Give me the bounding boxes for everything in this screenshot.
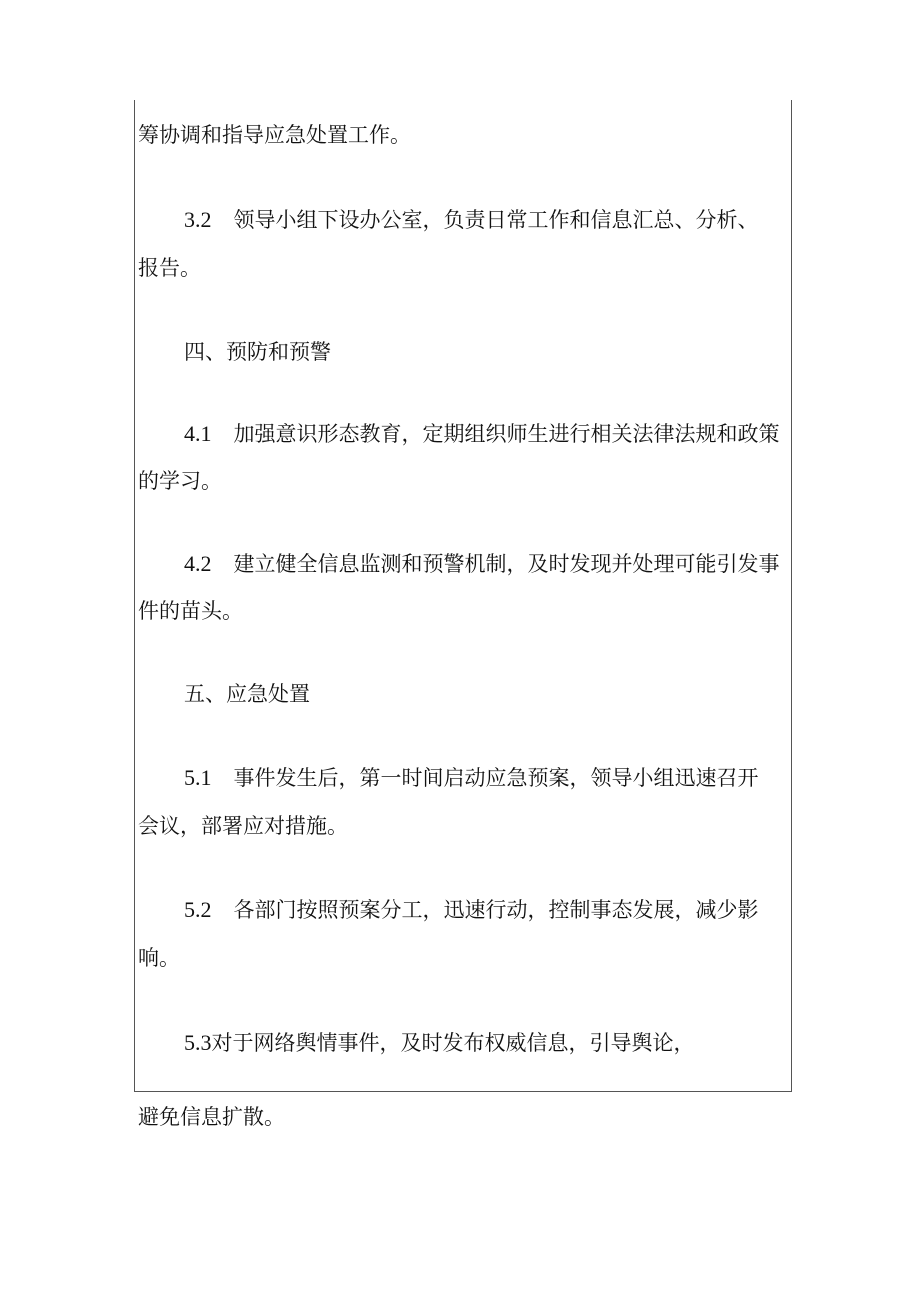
section-4-1	[184, 420, 780, 448]
section-5-2	[184, 896, 759, 924]
line-text: 会议，部署应对措施。	[138, 814, 348, 838]
section-number: 4.2	[184, 551, 212, 576]
line-text: 筹协调和指导应急处置工作。	[138, 123, 411, 147]
line-text: 件的苗头。	[138, 599, 243, 623]
section-4-2	[184, 550, 780, 578]
paragraph-line	[138, 1103, 285, 1131]
section-number: 5.3	[184, 1030, 212, 1055]
paragraph-line	[138, 467, 222, 495]
section-number: 5.1	[184, 765, 212, 790]
line-text: 领导小组下设办公室，负责日常工作和信息汇总、分析、	[233, 208, 759, 232]
section-3-2	[184, 206, 759, 234]
heading-text: 五、应急处置	[184, 682, 310, 706]
section-5-3	[184, 1029, 695, 1057]
paragraph-line	[138, 254, 201, 282]
heading-text: 四、预防和预警	[184, 340, 331, 364]
line-text: 事件发生后，第一时间启动应急预案，领导小组迅速召开	[233, 766, 759, 790]
paragraph-line	[138, 121, 411, 149]
section-heading-5	[184, 680, 310, 708]
line-text: 加强意识形态教育，定期组织师生进行相关法律法规和政策	[233, 422, 780, 446]
section-number: 4.1	[184, 421, 212, 446]
line-text: 避免信息扩散。	[138, 1105, 285, 1129]
section-heading-4	[184, 338, 331, 366]
line-text: 对于网络舆情事件，及时发布权威信息，引导舆论，	[211, 1031, 695, 1055]
section-number: 5.2	[184, 897, 212, 922]
line-text: 响。	[138, 946, 180, 970]
section-5-1	[184, 764, 759, 792]
section-number: 3.2	[184, 207, 212, 232]
line-text: 的学习。	[138, 469, 222, 493]
line-text: 报告。	[138, 256, 201, 280]
line-text: 建立健全信息监测和预警机制，及时发现并处理可能引发事	[233, 552, 780, 576]
table-frame	[134, 100, 792, 1092]
paragraph-line	[138, 812, 348, 840]
line-text: 各部门按照预案分工，迅速行动，控制事态发展，减少影	[233, 898, 759, 922]
paragraph-line	[138, 944, 180, 972]
paragraph-line	[138, 597, 243, 625]
